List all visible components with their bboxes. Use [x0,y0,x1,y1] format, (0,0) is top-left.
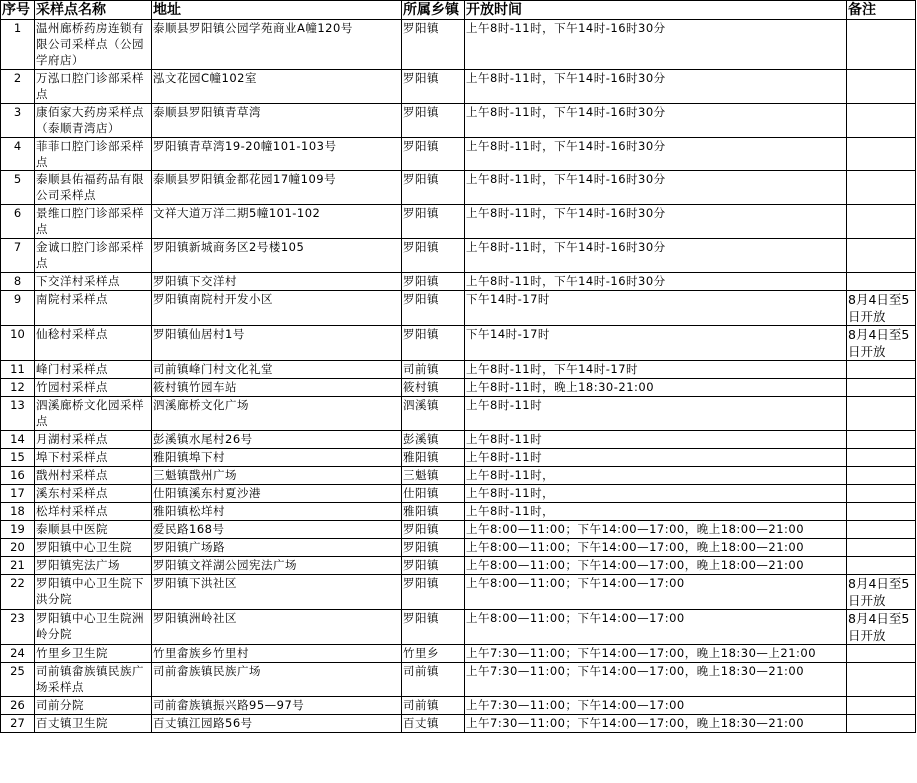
cell-note: 8月4日至5日开放 [847,575,916,610]
cell-name: 南院村采样点 [35,291,152,326]
cell-town: 泗溪镇 [402,397,465,431]
cell-name: 万泓口腔门诊部采样点 [35,70,152,104]
cell-hours: 上午8时-11时，下午14时-17时 [465,361,847,379]
cell-name: 仙稔村采样点 [35,326,152,361]
cell-address: 泗溪廊桥文化广场 [152,397,402,431]
table-row [1,610,916,645]
table-row [1,557,916,575]
cell-seq: 8 [1,273,35,291]
cell-name: 温州廊桥药房连锁有限公司采样点（公园学府店） [35,20,152,70]
cell-name: 月湖村采样点 [35,431,152,449]
table-row [1,138,916,171]
cell-seq: 19 [1,521,35,539]
cell-name: 戬州村采样点 [35,467,152,485]
cell-note [847,503,916,521]
table-row [1,539,916,557]
cell-seq: 13 [1,397,35,431]
cell-name: 罗阳镇中心卫生院洲岭分院 [35,610,152,645]
cell-address: 雅阳镇埠下村 [152,449,402,467]
cell-address: 仕阳镇溪东村夏沙港 [152,485,402,503]
cell-town: 三魁镇 [402,467,465,485]
cell-seq: 20 [1,539,35,557]
cell-address: 罗阳镇下洪社区 [152,575,402,610]
cell-address: 文祥大道万洋二期5幢101-102 [152,205,402,239]
cell-hours: 上午8时-11时，下午14时-16时30分 [465,70,847,104]
cell-seq: 7 [1,239,35,273]
table-row [1,326,916,361]
cell-hours: 上午8时-11时，下午14时-16时30分 [465,239,847,273]
cell-name: 景维口腔门诊部采样点 [35,205,152,239]
cell-note [847,70,916,104]
cell-note [847,273,916,291]
cell-seq: 15 [1,449,35,467]
cell-address: 筱村镇竹园车站 [152,379,402,397]
table-row [1,70,916,104]
cell-note [847,715,916,733]
cell-seq: 21 [1,557,35,575]
cell-hours: 上午8时-11时，下午14时-16时30分 [465,205,847,239]
table-row [1,645,916,663]
cell-address: 司前畲族镇振兴路95—97号 [152,697,402,715]
cell-town: 罗阳镇 [402,575,465,610]
table-row [1,697,916,715]
cell-address: 彭溪镇水尾村26号 [152,431,402,449]
cell-hours: 上午8:00—11:00；下午14:00—17:00，晚上18:00—21:00 [465,521,847,539]
cell-note [847,239,916,273]
cell-hours: 上午8时-11时 [465,431,847,449]
table-row [1,663,916,697]
cell-name: 埠下村采样点 [35,449,152,467]
cell-seq: 14 [1,431,35,449]
cell-name: 竹里乡卫生院 [35,645,152,663]
cell-town: 罗阳镇 [402,291,465,326]
cell-hours: 上午8时-11时，下午14时-16时30分 [465,138,847,171]
cell-hours: 上午8时-11时，下午14时-16时30分 [465,273,847,291]
cell-address: 罗阳镇青草湾19-20幢101-103号 [152,138,402,171]
cell-name: 泰顺县佑福药品有限公司采样点 [35,171,152,205]
header-hours: 开放时间 [465,1,847,20]
header-town: 所属乡镇 [402,1,465,20]
cell-town: 仕阳镇 [402,485,465,503]
cell-address: 泰顺县罗阳镇公园学苑商业A幢120号 [152,20,402,70]
cell-hours: 上午7:30—11:00；下午14:00—17:00，晚上18:30—上21:00 [465,645,847,663]
cell-note: 8月4日至5日开放 [847,291,916,326]
cell-note [847,645,916,663]
cell-address: 泰顺县罗阳镇青草湾 [152,104,402,138]
cell-hours: 上午8时-11时，下午14时-16时30分 [465,20,847,70]
cell-hours: 上午8时-11时， [465,485,847,503]
table-row [1,104,916,138]
header-row [1,1,916,20]
table-row [1,205,916,239]
cell-town: 彭溪镇 [402,431,465,449]
table-row [1,467,916,485]
cell-note [847,20,916,70]
cell-seq: 26 [1,697,35,715]
cell-name: 峰门村采样点 [35,361,152,379]
cell-town: 雅阳镇 [402,503,465,521]
cell-address: 罗阳镇洲岭社区 [152,610,402,645]
cell-note [847,663,916,697]
cell-hours: 上午7:30—11:00；下午14:00—17:00，晚上18:30—21:00 [465,663,847,697]
cell-hours: 上午8时-11时，晚上18:30-21:00 [465,379,847,397]
cell-town: 罗阳镇 [402,539,465,557]
cell-hours: 上午8:00—11:00；下午14:00—17:00 [465,575,847,610]
header-seq: 序号 [1,1,35,20]
table-row [1,715,916,733]
cell-note [847,138,916,171]
cell-name: 康佰家大药房采样点（泰顺青湾店） [35,104,152,138]
cell-town: 罗阳镇 [402,171,465,205]
cell-address: 竹里畲族乡竹里村 [152,645,402,663]
cell-hours: 上午8:00—11:00；下午14:00—17:00 [465,610,847,645]
cell-hours: 下午14时-17时 [465,326,847,361]
table-row [1,171,916,205]
cell-town: 罗阳镇 [402,138,465,171]
cell-note [847,379,916,397]
cell-town: 罗阳镇 [402,521,465,539]
cell-name: 菲菲口腔门诊部采样点 [35,138,152,171]
cell-note: 8月4日至5日开放 [847,610,916,645]
cell-hours: 上午8时-11时，下午14时-16时30分 [465,104,847,138]
cell-hours: 下午14时-17时 [465,291,847,326]
cell-town: 罗阳镇 [402,104,465,138]
cell-name: 松垟村采样点 [35,503,152,521]
cell-hours: 上午7:30—11:00；下午14:00—17:00，晚上18:30—21:00 [465,715,847,733]
cell-seq: 9 [1,291,35,326]
cell-note [847,361,916,379]
cell-note [847,557,916,575]
cell-address: 三魁镇戬州广场 [152,467,402,485]
cell-seq: 25 [1,663,35,697]
cell-seq: 3 [1,104,35,138]
cell-seq: 24 [1,645,35,663]
table-row [1,503,916,521]
cell-hours: 上午8时-11时 [465,449,847,467]
table-row [1,521,916,539]
cell-hours: 上午8时-11时， [465,503,847,521]
cell-town: 罗阳镇 [402,326,465,361]
table-row [1,575,916,610]
cell-seq: 11 [1,361,35,379]
cell-name: 泗溪廊桥文化园采样点 [35,397,152,431]
table-body [1,20,916,733]
cell-address: 爱民路168号 [152,521,402,539]
table-row [1,449,916,467]
cell-name: 司前分院 [35,697,152,715]
cell-name: 竹园村采样点 [35,379,152,397]
cell-address: 司前镇峰门村文化礼堂 [152,361,402,379]
cell-name: 罗阳镇中心卫生院下洪分院 [35,575,152,610]
cell-hours: 上午8时-11时 [465,397,847,431]
cell-seq: 1 [1,20,35,70]
cell-note [847,171,916,205]
cell-town: 罗阳镇 [402,205,465,239]
table-row [1,291,916,326]
cell-town: 罗阳镇 [402,557,465,575]
cell-address: 泰顺县罗阳镇金都花园17幢109号 [152,171,402,205]
cell-name: 罗阳镇宪法广场 [35,557,152,575]
cell-town: 罗阳镇 [402,273,465,291]
cell-seq: 6 [1,205,35,239]
cell-address: 罗阳镇新城商务区2号楼105 [152,239,402,273]
cell-address: 泓文花园C幢102室 [152,70,402,104]
table-row [1,379,916,397]
cell-town: 罗阳镇 [402,610,465,645]
table-row [1,485,916,503]
header-note: 备注 [847,1,916,20]
cell-address: 司前畲族镇民族广场 [152,663,402,697]
cell-note [847,431,916,449]
header-name: 采样点名称 [35,1,152,20]
cell-town: 竹里乡 [402,645,465,663]
cell-address: 罗阳镇南院村开发小区 [152,291,402,326]
cell-note [847,485,916,503]
cell-name: 金诚口腔门诊部采样点 [35,239,152,273]
cell-town: 罗阳镇 [402,20,465,70]
cell-address: 雅阳镇松垟村 [152,503,402,521]
cell-name: 溪东村采样点 [35,485,152,503]
table-row [1,361,916,379]
table-row [1,273,916,291]
cell-note [847,539,916,557]
cell-hours: 上午8时-11时，下午14时-16时30分 [465,171,847,205]
cell-seq: 10 [1,326,35,361]
cell-note [847,104,916,138]
cell-note [847,449,916,467]
cell-town: 筱村镇 [402,379,465,397]
cell-town: 罗阳镇 [402,239,465,273]
cell-seq: 27 [1,715,35,733]
cell-name: 泰顺县中医院 [35,521,152,539]
cell-note [847,205,916,239]
table-row [1,20,916,70]
cell-seq: 22 [1,575,35,610]
cell-seq: 17 [1,485,35,503]
table-row [1,397,916,431]
cell-town: 雅阳镇 [402,449,465,467]
cell-seq: 12 [1,379,35,397]
cell-hours: 上午7:30—11:00；下午14:00—17:00 [465,697,847,715]
cell-town: 司前镇 [402,697,465,715]
cell-hours: 上午8时-11时， [465,467,847,485]
table-row [1,239,916,273]
cell-town: 司前镇 [402,663,465,697]
cell-address: 百丈镇江园路56号 [152,715,402,733]
cell-address: 罗阳镇下交洋村 [152,273,402,291]
cell-note [847,521,916,539]
cell-address: 罗阳镇文祥湖公园宪法广场 [152,557,402,575]
cell-note [847,697,916,715]
cell-note [847,397,916,431]
cell-name: 司前镇畲族镇民族广场采样点 [35,663,152,697]
cell-name: 百丈镇卫生院 [35,715,152,733]
cell-seq: 23 [1,610,35,645]
cell-note [847,467,916,485]
cell-name: 罗阳镇中心卫生院 [35,539,152,557]
cell-address: 罗阳镇广场路 [152,539,402,557]
cell-address: 罗阳镇仙居村1号 [152,326,402,361]
cell-hours: 上午8:00—11:00；下午14:00—17:00，晚上18:00—21:00 [465,539,847,557]
cell-note: 8月4日至5日开放 [847,326,916,361]
table-row [1,431,916,449]
cell-seq: 5 [1,171,35,205]
cell-seq: 4 [1,138,35,171]
cell-town: 罗阳镇 [402,70,465,104]
cell-seq: 16 [1,467,35,485]
cell-seq: 2 [1,70,35,104]
cell-town: 百丈镇 [402,715,465,733]
cell-hours: 上午8:00—11:00；下午14:00—17:00，晚上18:00—21:00 [465,557,847,575]
cell-town: 司前镇 [402,361,465,379]
cell-name: 下交洋村采样点 [35,273,152,291]
cell-seq: 18 [1,503,35,521]
header-address: 地址 [152,1,402,20]
